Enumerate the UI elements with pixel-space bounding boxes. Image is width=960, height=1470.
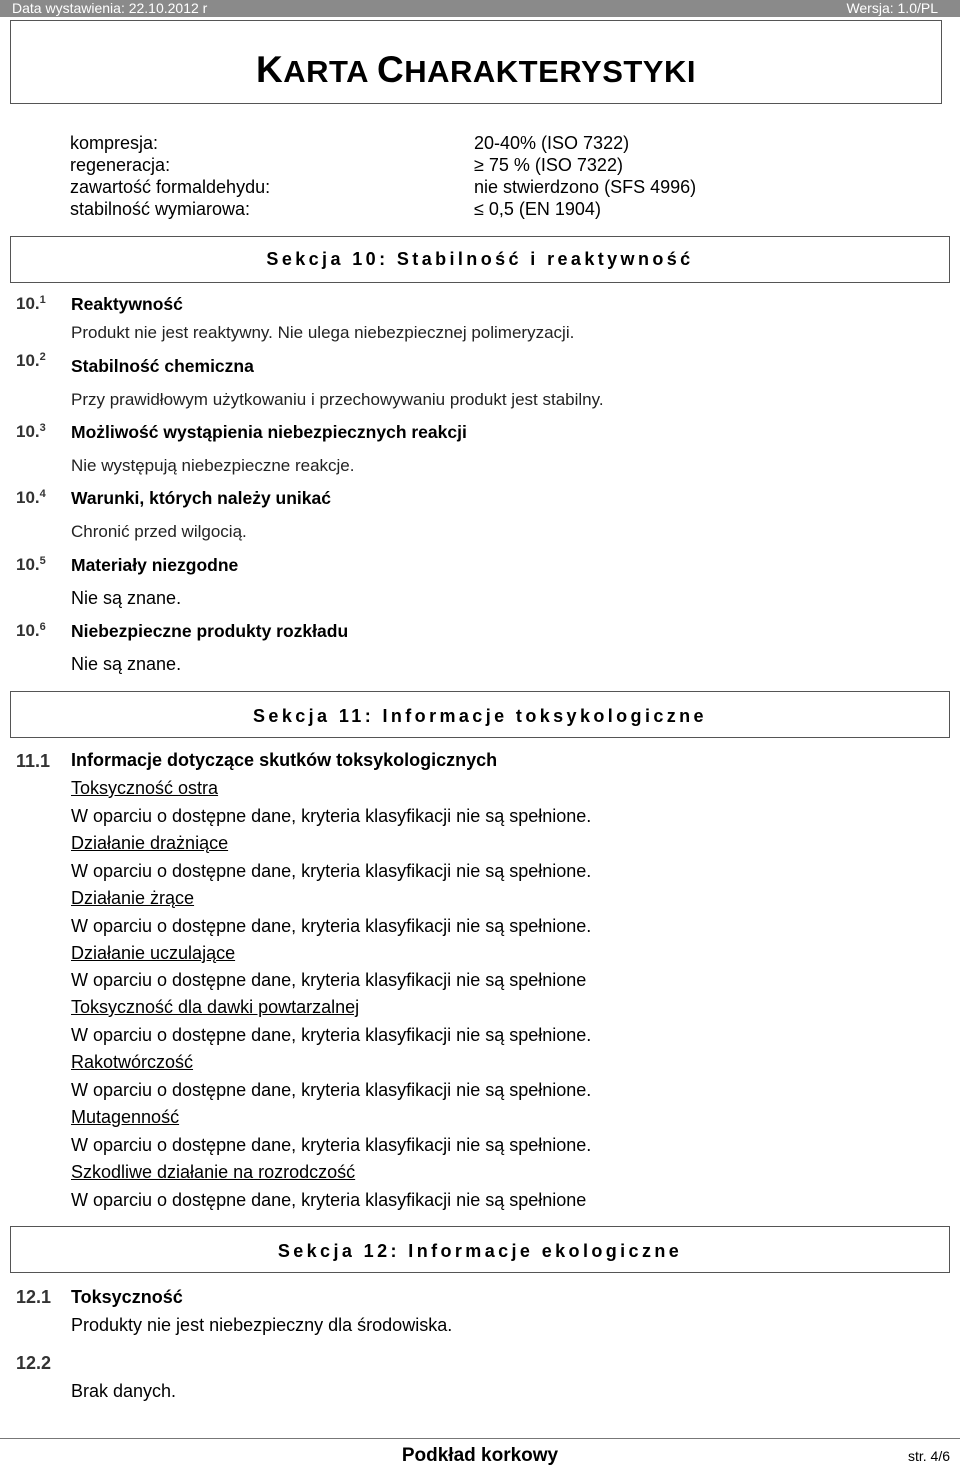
property-value: ≥ 75 % (ISO 7322)	[474, 155, 623, 175]
issue-date: Data wystawienia: 22.10.2012 r	[12, 0, 208, 16]
item-number: 10.$^3$	[16, 422, 46, 441]
version: Wersja: 1.0/PL	[846, 0, 938, 16]
toxicity-label: Rakotwórczość	[71, 1052, 194, 1072]
item-number: 10.$^4$	[16, 488, 46, 507]
item-text: Nie są znane.	[71, 654, 182, 674]
item-heading: Stabilność chemiczna	[71, 356, 254, 376]
product-name: Podkład korkowy	[401, 1445, 559, 1466]
document-title: KARTA CHARAKTERYSTYKI	[256, 49, 696, 90]
property-label: regeneracja:	[70, 155, 171, 175]
item-text: Produkt nie jest reaktywny. Nie ulega niebezpiecznej polimeryzacji.	[71, 323, 575, 342]
property-value: 20-40% (ISO 7322)	[474, 133, 630, 153]
toxicity-label: Działanie drażniące	[71, 833, 229, 853]
item-text: Produkty nie jest niebezpieczny dla środowiska.	[71, 1315, 453, 1335]
toxicity-text: W oparciu o dostępne dane, kryteria klasyfikacji nie są spełnione.	[71, 1135, 592, 1155]
property-label: stabilność wymiarowa:	[70, 199, 251, 219]
item-heading: Możliwość wystąpienia niebezpiecznych reakcji	[71, 422, 467, 442]
toxicity-label: Mutagenność	[71, 1107, 180, 1127]
item-heading: Informacje dotyczące skutków toksykologicznych	[71, 750, 498, 770]
toxicity-text: W oparciu o dostępne dane, kryteria klasyfikacji nie są spełnione	[71, 970, 587, 990]
item-number: 10.$^1$	[16, 294, 46, 313]
item-text: Brak danych.	[71, 1381, 177, 1401]
toxicity-label: Toksyczność dla dawki powtarzalnej	[71, 997, 360, 1017]
property-label: zawartość formaldehydu:	[70, 177, 271, 197]
property-label: kompresja:	[70, 133, 159, 153]
toxicity-label: Działanie żrące	[71, 888, 195, 908]
title-box	[10, 20, 942, 104]
toxicity-label: Toksyczność ostra	[71, 778, 219, 798]
item-text: Nie są znane.	[71, 588, 182, 608]
page-number: str. 4/6	[907, 1448, 950, 1464]
header-bar	[0, 0, 960, 17]
item-text: Przy prawidłowym użytkowaniu i przechowywaniu produkt jest stabilny.	[71, 390, 604, 409]
section-12-title: Sekcja 12: Informacje ekologiczne	[277, 1241, 683, 1261]
toxicity-label: Szkodliwe działanie na rozrodczość	[71, 1162, 356, 1182]
toxicity-label: Działanie uczulające	[71, 943, 236, 963]
item-heading: Niebezpieczne produkty rozkładu	[71, 621, 349, 641]
toxicity-text: W oparciu o dostępne dane, kryteria klasyfikacji nie są spełnione.	[71, 861, 592, 881]
item-number: 10.$^2$	[16, 351, 46, 370]
toxicity-text: W oparciu o dostępne dane, kryteria klasyfikacji nie są spełnione.	[71, 1025, 592, 1045]
item-text: Nie występują niebezpieczne reakcje.	[71, 456, 355, 475]
toxicity-text: W oparciu o dostępne dane, kryteria klasyfikacji nie są spełnione.	[71, 806, 592, 826]
item-number: 12.2	[16, 1353, 52, 1373]
item-heading: Reaktywność	[71, 294, 183, 314]
section-11-title: Sekcja 11: Informacje toksykologiczne	[253, 706, 707, 726]
section-10-title: Sekcja 10: Stabilność i reaktywność	[266, 249, 694, 269]
property-value: nie stwierdzono (SFS 4996)	[474, 177, 697, 197]
footer	[0, 1438, 960, 1470]
section-11-box	[10, 691, 950, 738]
item-number: 11.1	[16, 751, 51, 771]
item-heading: Warunki, których należy unikać	[71, 488, 331, 508]
toxicity-text: W oparciu o dostępne dane, kryteria klasyfikacji nie są spełnione	[71, 1190, 587, 1210]
toxicity-text: W oparciu o dostępne dane, kryteria klasyfikacji nie są spełnione.	[71, 1080, 592, 1100]
section-12-box	[10, 1226, 950, 1273]
item-number: 10.$^6$	[16, 621, 46, 640]
item-number: 10.$^5$	[16, 555, 46, 574]
property-value: ≤ 0,5 (EN 1904)	[474, 199, 601, 219]
item-number: 12.1	[16, 1287, 52, 1307]
item-heading: Toksyczność	[71, 1287, 183, 1307]
item-text: Chronić przed wilgocią.	[71, 522, 247, 541]
item-heading: Materiały niezgodne	[71, 555, 239, 575]
section-10-box	[10, 236, 950, 283]
toxicity-text: W oparciu o dostępne dane, kryteria klasyfikacji nie są spełnione.	[71, 916, 592, 936]
